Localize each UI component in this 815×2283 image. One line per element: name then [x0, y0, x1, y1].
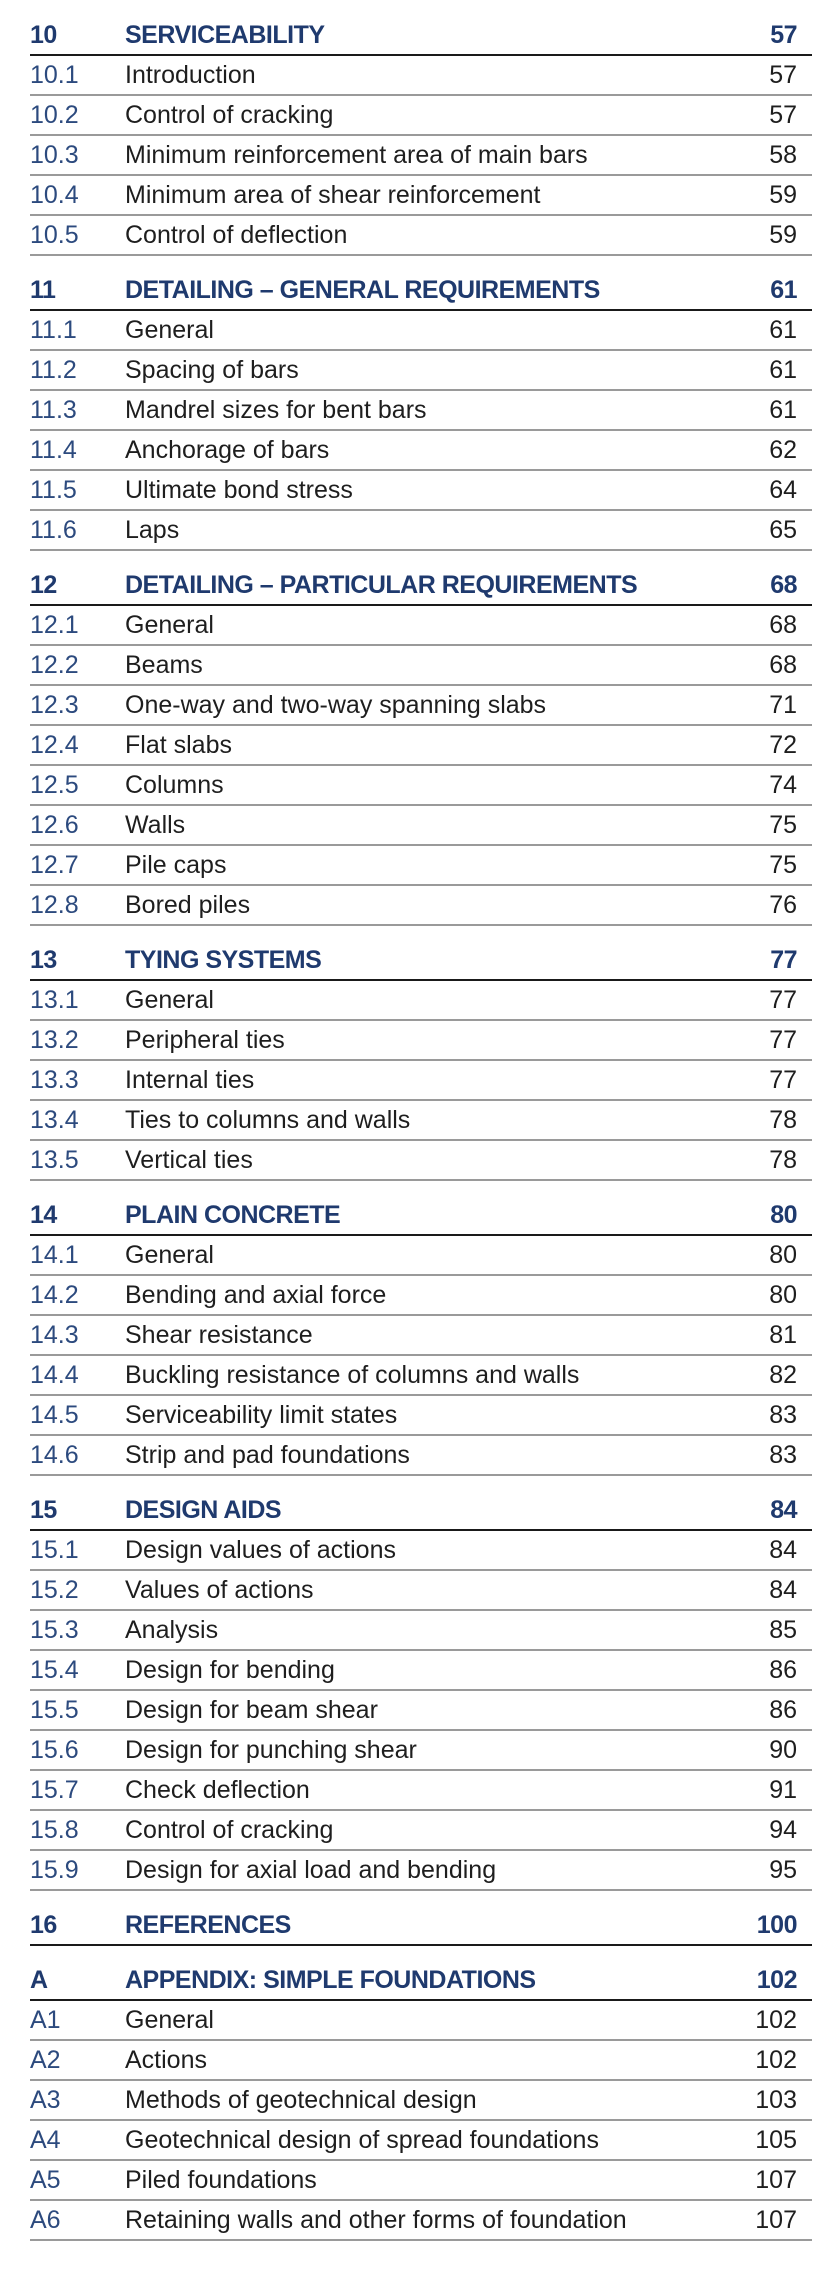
entry-page: 105: [755, 2125, 797, 2154]
section-page: 68: [770, 570, 797, 599]
entry-number: 10.2: [30, 100, 79, 129]
entry-page: 83: [769, 1400, 797, 1429]
entry-page: 81: [769, 1320, 797, 1349]
entry-title: Geotechnical design of spread foundations: [125, 2125, 599, 2154]
section-title: TYING SYSTEMS: [125, 945, 322, 974]
entry-number: 12.2: [30, 650, 79, 679]
toc-entry[interactable]: [30, 1141, 812, 1181]
entry-title: Bored piles: [125, 890, 251, 919]
section-title: PLAIN CONCRETE: [125, 1200, 341, 1229]
toc-section: [30, 16, 812, 256]
entry-number: 12.8: [30, 890, 79, 919]
toc-entry[interactable]: [30, 2201, 812, 2241]
entry-number: 11.6: [30, 515, 77, 544]
toc-entry[interactable]: [30, 1356, 812, 1396]
entry-title: Beams: [125, 650, 203, 679]
entry-title: Design values of actions: [125, 1535, 396, 1564]
entry-number: 12.3: [30, 690, 79, 719]
entry-page: 78: [769, 1105, 797, 1134]
entry-title: Control of cracking: [125, 1815, 334, 1844]
entry-number: 13.4: [30, 1105, 79, 1134]
toc-section: [30, 566, 812, 926]
entry-title: Control of deflection: [125, 220, 348, 249]
toc-entry[interactable]: [30, 96, 812, 136]
toc-entry[interactable]: [30, 1396, 812, 1436]
section-heading[interactable]: [30, 1196, 812, 1236]
entry-number: 12.7: [30, 850, 79, 879]
entry-title: Ultimate bond stress: [125, 475, 353, 504]
entry-number: 12.5: [30, 770, 79, 799]
toc-entry[interactable]: [30, 2161, 812, 2201]
entry-title: Values of actions: [125, 1575, 314, 1604]
section-page: 77: [770, 945, 797, 974]
entry-title: Strip and pad foundations: [125, 1440, 410, 1469]
toc-entry[interactable]: [30, 311, 812, 351]
entry-page: 64: [769, 475, 797, 504]
section-page: 80: [770, 1200, 797, 1229]
entry-title: Internal ties: [125, 1065, 255, 1094]
entry-number: 10.1: [30, 60, 79, 89]
entry-number: 15.8: [30, 1815, 79, 1844]
entry-page: 85: [769, 1615, 797, 1644]
entry-number: 14.4: [30, 1360, 79, 1389]
entry-title: Shear resistance: [125, 1320, 313, 1349]
entry-page: 59: [769, 220, 797, 249]
entry-number: 15.7: [30, 1775, 79, 1804]
section-title: DESIGN AIDS: [125, 1495, 282, 1524]
toc-entry[interactable]: [30, 606, 812, 646]
entry-number: 15.6: [30, 1735, 79, 1764]
entry-number: 14.5: [30, 1400, 79, 1429]
entry-page: 90: [769, 1735, 797, 1764]
entry-page: 77: [769, 1065, 797, 1094]
entry-title: Peripheral ties: [125, 1025, 285, 1054]
toc-entry[interactable]: [30, 1061, 812, 1101]
entry-page: 58: [769, 140, 797, 169]
entry-title: Anchorage of bars: [125, 435, 330, 464]
section-number: A: [30, 1965, 48, 1994]
table-of-contents: [30, 16, 812, 2256]
section-number: 15: [30, 1495, 57, 1524]
toc-entry[interactable]: [30, 176, 812, 216]
toc-entry[interactable]: [30, 886, 812, 926]
toc-entry[interactable]: [30, 2001, 812, 2041]
entry-number: 13.5: [30, 1145, 79, 1174]
entry-page: 59: [769, 180, 797, 209]
section-heading[interactable]: [30, 1961, 812, 2001]
toc-entry[interactable]: [30, 981, 812, 1021]
toc-entry[interactable]: [30, 766, 812, 806]
section-page: 100: [756, 1910, 797, 1939]
toc-entry[interactable]: [30, 806, 812, 846]
section-number: 11: [30, 275, 56, 304]
toc-entry[interactable]: [30, 1811, 812, 1851]
section-page: 102: [756, 1965, 797, 1994]
entry-title: Minimum area of shear reinforcement: [125, 180, 541, 209]
entry-page: 86: [769, 1655, 797, 1684]
section-number: 16: [30, 1910, 57, 1939]
entry-number: A1: [30, 2005, 61, 2034]
toc-entry[interactable]: [30, 216, 812, 256]
entry-title: Piled foundations: [125, 2165, 317, 2194]
entry-page: 62: [769, 435, 797, 464]
entry-page: 103: [755, 2085, 797, 2114]
entry-number: 13.2: [30, 1025, 79, 1054]
entry-number: 10.4: [30, 180, 79, 209]
section-number: 13: [30, 945, 57, 974]
entry-title: General: [125, 610, 214, 639]
toc-entry[interactable]: [30, 1611, 812, 1651]
entry-number: A3: [30, 2085, 61, 2114]
toc-entry[interactable]: [30, 1731, 812, 1771]
entry-page: 75: [769, 810, 797, 839]
entry-page: 107: [755, 2205, 797, 2234]
section-number: 14: [30, 1200, 57, 1229]
section-number: 10: [30, 20, 57, 49]
entry-title: General: [125, 1240, 214, 1269]
toc-entry[interactable]: [30, 726, 812, 766]
toc-section: [30, 941, 812, 1181]
entry-number: 14.6: [30, 1440, 79, 1469]
toc-entry[interactable]: [30, 2041, 812, 2081]
entry-title: Check deflection: [125, 1775, 310, 1804]
entry-page: 84: [769, 1575, 797, 1604]
toc-entry[interactable]: [30, 136, 812, 176]
entry-page: 76: [769, 890, 797, 919]
toc-entry[interactable]: [30, 1691, 812, 1731]
toc-section: [30, 1491, 812, 1891]
entry-page: 82: [769, 1360, 797, 1389]
entry-page: 102: [755, 2045, 797, 2074]
entry-title: Ties to columns and walls: [125, 1105, 411, 1134]
section-heading[interactable]: [30, 16, 812, 56]
section-number: 12: [30, 570, 57, 599]
toc-entry[interactable]: [30, 846, 812, 886]
entry-title: General: [125, 985, 214, 1014]
entry-page: 95: [769, 1855, 797, 1884]
toc-entry[interactable]: [30, 2121, 812, 2161]
section-page: 57: [770, 20, 797, 49]
toc-entry[interactable]: [30, 1651, 812, 1691]
toc-entry[interactable]: [30, 1316, 812, 1356]
entry-title: Serviceability limit states: [125, 1400, 398, 1429]
toc-section: [30, 1961, 812, 2241]
entry-number: 15.2: [30, 1575, 79, 1604]
toc-section: [30, 271, 812, 551]
section-page: 61: [770, 275, 797, 304]
entry-title: Introduction: [125, 60, 256, 89]
entry-page: 71: [769, 690, 797, 719]
entry-title: Design for punching shear: [125, 1735, 417, 1764]
entry-number: 15.1: [30, 1535, 79, 1564]
toc-entry[interactable]: [30, 686, 812, 726]
section-heading[interactable]: [30, 566, 812, 606]
entry-number: 14.3: [30, 1320, 79, 1349]
entry-title: Pile caps: [125, 850, 227, 879]
entry-page: 80: [769, 1240, 797, 1269]
entry-title: Mandrel sizes for bent bars: [125, 395, 427, 424]
entry-title: Vertical ties: [125, 1145, 253, 1174]
entry-page: 80: [769, 1280, 797, 1309]
entry-page: 78: [769, 1145, 797, 1174]
toc-section: [30, 1196, 812, 1476]
entry-number: 12.4: [30, 730, 79, 759]
entry-title: Design for bending: [125, 1655, 335, 1684]
entry-title: Laps: [125, 515, 180, 544]
entry-page: 57: [769, 100, 797, 129]
entry-page: 94: [769, 1815, 797, 1844]
entry-title: Actions: [125, 2045, 207, 2074]
toc-entry[interactable]: [30, 1021, 812, 1061]
entry-number: 15.9: [30, 1855, 79, 1884]
entry-title: General: [125, 315, 214, 344]
entry-page: 77: [769, 985, 797, 1014]
entry-page: 74: [769, 770, 797, 799]
section-heading[interactable]: [30, 941, 812, 981]
entry-number: 11.2: [30, 355, 77, 384]
entry-page: 68: [769, 610, 797, 639]
entry-title: One-way and two-way spanning slabs: [125, 690, 547, 719]
entry-number: 11.3: [30, 395, 77, 424]
entry-page: 61: [769, 315, 797, 344]
section-title: REFERENCES: [125, 1910, 291, 1939]
toc-entry[interactable]: [30, 471, 812, 511]
entry-title: General: [125, 2005, 214, 2034]
entry-title: Retaining walls and other forms of foundation: [125, 2205, 627, 2234]
toc-entry[interactable]: [30, 1436, 812, 1476]
toc-entry[interactable]: [30, 1571, 812, 1611]
toc-entry[interactable]: [30, 1771, 812, 1811]
section-heading[interactable]: [30, 271, 812, 311]
section-title: APPENDIX: SIMPLE FOUNDATIONS: [125, 1965, 536, 1994]
entry-title: Columns: [125, 770, 224, 799]
entry-title: Design for beam shear: [125, 1695, 378, 1724]
toc-section: [30, 1906, 812, 1946]
toc-entry[interactable]: [30, 1531, 812, 1571]
toc-entry[interactable]: [30, 1276, 812, 1316]
entry-title: Spacing of bars: [125, 355, 299, 384]
entry-title: Control of cracking: [125, 100, 334, 129]
entry-number: A2: [30, 2045, 61, 2074]
entry-page: 72: [769, 730, 797, 759]
toc-entry[interactable]: [30, 391, 812, 431]
entry-page: 84: [769, 1535, 797, 1564]
entry-page: 75: [769, 850, 797, 879]
entry-page: 61: [769, 355, 797, 384]
section-title: DETAILING – PARTICULAR REQUIREMENTS: [125, 570, 638, 599]
entry-page: 57: [769, 60, 797, 89]
entry-number: 12.6: [30, 810, 79, 839]
section-page: 84: [770, 1495, 797, 1524]
section-title: DETAILING – GENERAL REQUIREMENTS: [125, 275, 600, 304]
entry-number: 11.1: [30, 315, 77, 344]
toc-entry[interactable]: [30, 351, 812, 391]
entry-number: A4: [30, 2125, 61, 2154]
toc-entry[interactable]: [30, 646, 812, 686]
entry-page: 91: [769, 1775, 797, 1804]
toc-entry[interactable]: [30, 511, 812, 551]
entry-title: Methods of geotechnical design: [125, 2085, 477, 2114]
entry-page: 68: [769, 650, 797, 679]
entry-number: A6: [30, 2205, 61, 2234]
entry-page: 61: [769, 395, 797, 424]
entry-title: Design for axial load and bending: [125, 1855, 497, 1884]
section-title: SERVICEABILITY: [125, 20, 325, 49]
entry-page: 86: [769, 1695, 797, 1724]
toc-entry[interactable]: [30, 431, 812, 471]
entry-title: Bending and axial force: [125, 1280, 387, 1309]
entry-number: 10.5: [30, 220, 79, 249]
entry-number: 11.4: [30, 435, 77, 464]
entry-title: Analysis: [125, 1615, 219, 1644]
entry-page: 65: [769, 515, 797, 544]
entry-number: 10.3: [30, 140, 79, 169]
entry-number: 15.3: [30, 1615, 79, 1644]
entry-title: Flat slabs: [125, 730, 232, 759]
toc-entry[interactable]: [30, 56, 812, 96]
entry-number: 14.2: [30, 1280, 79, 1309]
entry-number: 15.4: [30, 1655, 79, 1684]
entry-title: Walls: [125, 810, 186, 839]
entry-title: Minimum reinforcement area of main bars: [125, 140, 588, 169]
toc-entry[interactable]: [30, 1236, 812, 1276]
entry-title: Buckling resistance of columns and walls: [125, 1360, 580, 1389]
section-heading[interactable]: [30, 1491, 812, 1531]
entry-number: 15.5: [30, 1695, 79, 1724]
entry-number: 11.5: [30, 475, 77, 504]
entry-page: 107: [755, 2165, 797, 2194]
entry-page: 77: [769, 1025, 797, 1054]
entry-number: A5: [30, 2165, 61, 2194]
entry-number: 12.1: [30, 610, 79, 639]
toc-entry[interactable]: [30, 1851, 812, 1891]
entry-number: 14.1: [30, 1240, 79, 1269]
entry-number: 13.1: [30, 985, 79, 1014]
toc-entry[interactable]: [30, 1101, 812, 1141]
toc-entry[interactable]: [30, 2081, 812, 2121]
entry-page: 102: [755, 2005, 797, 2034]
entry-page: 83: [769, 1440, 797, 1469]
entry-number: 13.3: [30, 1065, 79, 1094]
section-heading[interactable]: [30, 1906, 812, 1946]
